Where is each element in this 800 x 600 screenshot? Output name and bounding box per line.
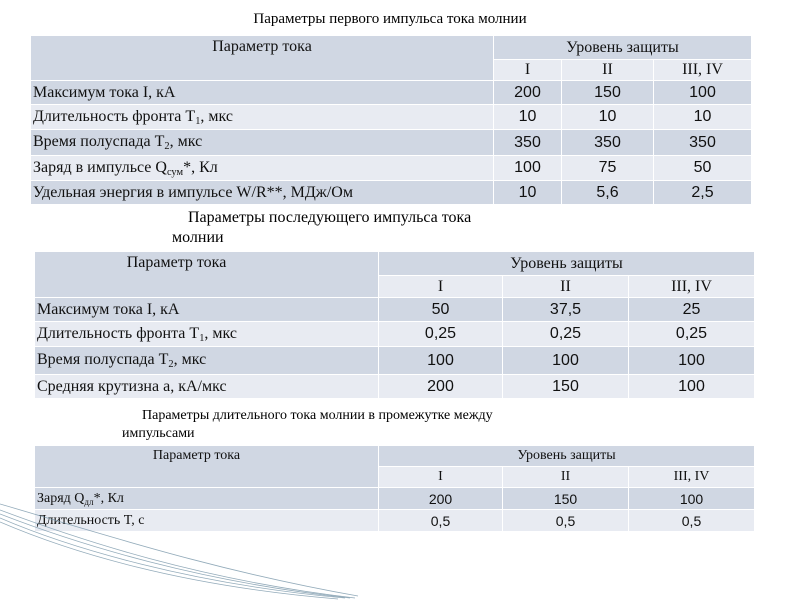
value-cell: 100 bbox=[503, 347, 629, 375]
level-header-cell: I bbox=[379, 467, 503, 488]
table-row bbox=[35, 322, 755, 347]
value-cell: 5,6 bbox=[562, 181, 654, 205]
first-impulse-table bbox=[30, 35, 752, 205]
value-cell: 0,5 bbox=[629, 510, 755, 532]
table-row bbox=[35, 347, 755, 375]
value-cell: 50 bbox=[379, 298, 503, 322]
value-cell: 0,25 bbox=[629, 322, 755, 347]
row-label: Максимум тока I, кА bbox=[31, 81, 494, 105]
value-cell: 100 bbox=[654, 81, 752, 105]
value-cell: 350 bbox=[494, 130, 562, 156]
table-row bbox=[31, 81, 752, 105]
level-header-cell: III, IV bbox=[629, 276, 755, 298]
table3-caption bbox=[100, 406, 620, 443]
protection-level-header: Уровень защиты bbox=[494, 36, 752, 60]
protection-level-header: Уровень защиты bbox=[379, 252, 755, 276]
value-cell: 100 bbox=[379, 347, 503, 375]
value-cell: 150 bbox=[562, 81, 654, 105]
level-header-cell: II bbox=[503, 276, 629, 298]
table-row bbox=[31, 130, 752, 156]
subsequent-impulse-table bbox=[34, 251, 755, 399]
value-cell: 50 bbox=[654, 156, 752, 181]
level-header-cell: III, IV bbox=[629, 467, 755, 488]
row-label: Длительность фронта $T_1$, мкс bbox=[35, 322, 379, 347]
row-label: Время полуспада $T_2$, мкс bbox=[35, 347, 379, 375]
value-cell: 10 bbox=[494, 105, 562, 130]
table-row bbox=[31, 156, 752, 181]
value-cell: 0,25 bbox=[379, 322, 503, 347]
value-cell: 2,5 bbox=[654, 181, 752, 205]
value-cell: 200 bbox=[494, 81, 562, 105]
value-cell: 100 bbox=[494, 156, 562, 181]
table-row bbox=[35, 375, 755, 399]
level-header-cell: II bbox=[562, 60, 654, 81]
param-header: Параметр тока bbox=[31, 36, 494, 81]
value-cell: 100 bbox=[629, 375, 755, 399]
level-header-cell: I bbox=[494, 60, 562, 81]
value-cell: 350 bbox=[562, 130, 654, 156]
value-cell: 75 bbox=[562, 156, 654, 181]
table-row bbox=[31, 181, 752, 205]
value-cell: 10 bbox=[494, 181, 562, 205]
table1-caption: Параметры первого импульса тока молнии bbox=[253, 11, 527, 27]
value-cell: 37,5 bbox=[503, 298, 629, 322]
param-header: Параметр тока bbox=[35, 252, 379, 298]
value-cell: 0,5 bbox=[379, 510, 503, 532]
row-label: Удельная энергия в импульсе W/R**, МДж/Ом bbox=[31, 181, 494, 205]
value-cell: 25 bbox=[629, 298, 755, 322]
row-label: Средняя крутизна а, кА/мкс bbox=[35, 375, 379, 399]
protection-level-header: Уровень защиты bbox=[379, 446, 755, 467]
row-label: Длительность T, с bbox=[35, 510, 379, 532]
table2-caption-line2: молнии bbox=[172, 229, 224, 246]
value-cell: 200 bbox=[379, 375, 503, 399]
value-cell: 350 bbox=[654, 130, 752, 156]
value-cell: 100 bbox=[629, 488, 755, 510]
table-row bbox=[31, 105, 752, 130]
level-header-cell: I bbox=[379, 276, 503, 298]
value-cell: 10 bbox=[562, 105, 654, 130]
row-label: Заряд в импульсе $Q_{сум}*$, Кл bbox=[31, 156, 494, 181]
table2-caption-line1: Параметры последующего импульса тока bbox=[188, 209, 472, 226]
decorative-ribbon bbox=[0, 490, 360, 600]
row-label: Время полуспада $T_2$, мкс bbox=[31, 130, 494, 156]
level-header-cell: II bbox=[503, 467, 629, 488]
value-cell: 0,5 bbox=[503, 510, 629, 532]
table-row bbox=[35, 298, 755, 322]
row-label: Максимум тока I, кА bbox=[35, 298, 379, 322]
table3-caption-line2: импульсами bbox=[122, 426, 195, 441]
row-label: Заряд $Q_{дл}*$, Кл bbox=[35, 488, 379, 510]
table3-caption-line1: Параметры длительного тока молнии в промежутке между bbox=[142, 408, 493, 423]
value-cell: 200 bbox=[379, 488, 503, 510]
value-cell: 150 bbox=[503, 375, 629, 399]
value-cell: 0,25 bbox=[503, 322, 629, 347]
value-cell: 10 bbox=[654, 105, 752, 130]
value-cell: 100 bbox=[629, 347, 755, 375]
value-cell: 150 bbox=[503, 488, 629, 510]
table2-caption bbox=[150, 208, 580, 247]
row-label: Длительность фронта $T_1$, мкс bbox=[31, 105, 494, 130]
level-header-cell: III, IV bbox=[654, 60, 752, 81]
param-header: Параметр тока bbox=[35, 446, 379, 488]
